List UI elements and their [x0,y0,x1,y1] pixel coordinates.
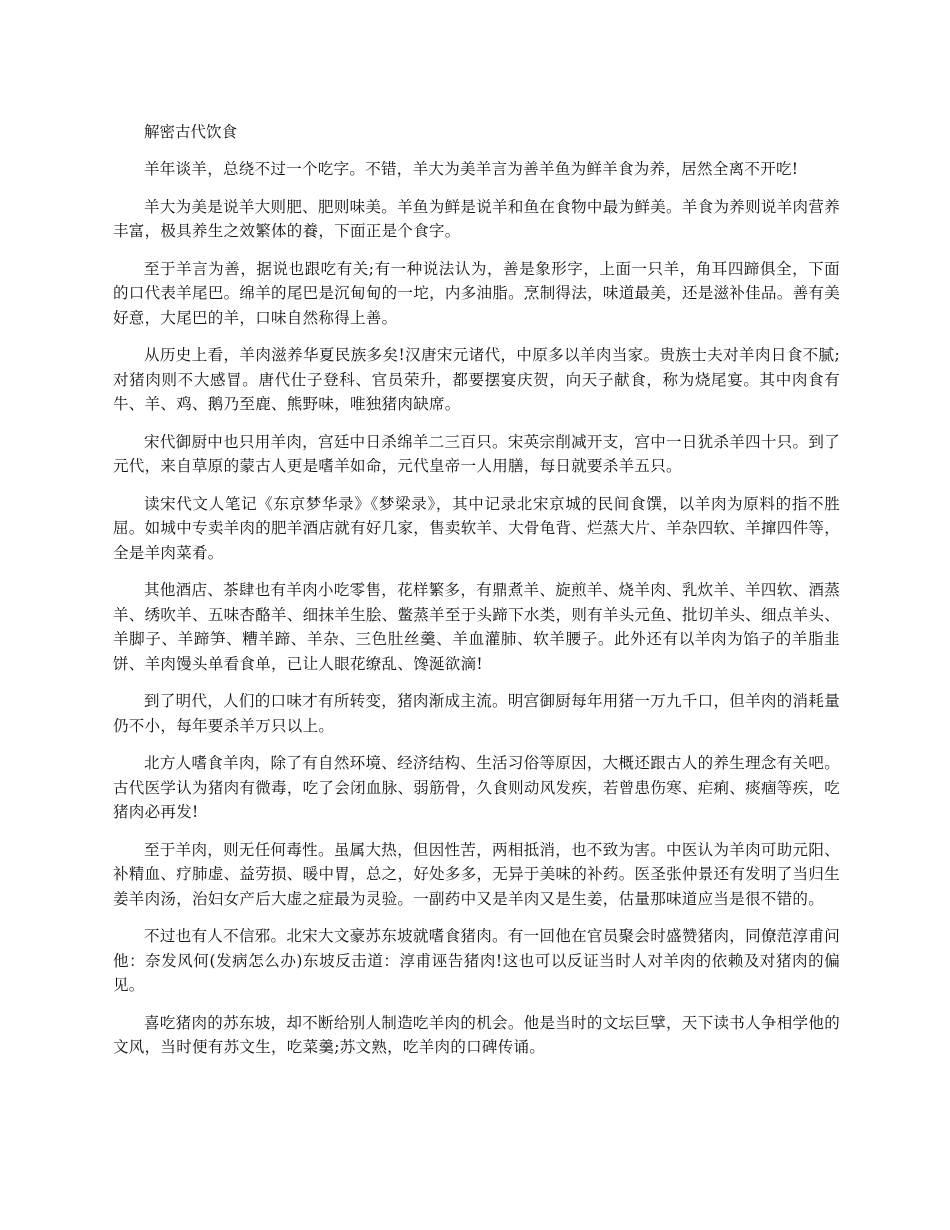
paragraph-7: 其他酒店、茶肆也有羊肉小吃零售，花样繁多，有鼎煮羊、旋煎羊、烧羊肉、乳炊羊、羊四软、酒蒸羊、绣吹羊、五味杏酪羊、细抹羊生脍、鳖蒸羊至于头蹄下水类，则有羊头元鱼、批切羊头、细点羊头、羊脚子、羊蹄笋、糟羊蹄、羊杂、三色肚丝羹、羊血灌肺、软羊腰子。此外还有以羊肉为馅子的羊脂韭饼、羊肉馒头单看食单，已让人眼花缭乱、馋涎欲滴! [113,581,840,673]
paragraph-6: 读宋代文人笔记《东京梦华录》《梦梁录》，其中记录北宋京城的民间食馔，以羊肉为原料的指不胜屈。如城中专卖羊肉的肥羊酒店就有好几家，售卖软羊、大骨龟背、烂蒸大片、羊杂四软、羊撺四件等，全是羊肉菜肴。 [113,494,840,562]
paragraph-9: 北方人嗜食羊肉，除了有自然环境、经济结构、生活习俗等原因，大概还跟古人的养生理念有关吧。古代医学认为猪肉有微毒，吃了会闭血脉、弱筋骨，久食则动风发疾，若曾患伤寒、疟痢、痰痼等疾，吃猪肉必再发! [113,754,840,821]
paragraph-2: 羊大为美是说羊大则肥、肥则味美。羊鱼为鲜是说羊和鱼在食物中最为鲜美。羊食为养则说羊肉营养丰富，极具养生之效繁体的養，下面正是个食字。 [113,197,840,240]
paragraph-5: 宋代御厨中也只用羊肉，宫廷中日杀绵羊二三百只。宋英宗削减开支，宫中一日犹杀羊四十只。到了元代，来自草原的蒙古人更是嗜羊如命，元代皇帝一人用膳，每日就要杀羊五只。 [113,432,840,475]
document-page [113,120,840,1073]
paragraph-11: 不过也有人不信邪。北宋大文豪苏东坡就嗜食猪肉。有一回他在官员聚会时盛赞猪肉，同僚范淳甫问他：奈发风何(发病怎么办)东坡反击道：淳甫诬告猪肉!这也可以反证当时人对羊肉的依赖及对猪肉的偏见。 [113,927,840,994]
paragraph-3: 至于羊言为善，据说也跟吃有关;有一种说法认为，善是象形字，上面一只羊，角耳四蹄俱全，下面的口代表羊尾巴。绵羊的尾巴是沉甸甸的一坨，内多油脂。烹制得法，味道最美，还是滋补佳品。善有美好意，大尾巴的羊，口味自然称得上善。 [113,259,840,327]
paragraph-10: 至于羊肉，则无任何毒性。虽属大热，但因性苦，两相抵消，也不致为害。中医认为羊肉可助元阳、补精血、疗肺虚、益劳损、暖中胃，总之，好处多多，无异于美味的补药。医圣张仲景还有发明了当归生姜羊肉汤，治妇女产后大虚之症最为灵验。一副药中又是羊肉又是生姜，估量那味道应当是很不错的。 [113,840,840,908]
paragraph-12: 喜吃猪肉的苏东坡，却不断给别人制造吃羊肉的机会。他是当时的文坛巨擘，天下读书人争相学他的文风，当时便有苏文生，吃菜羹;苏文熟，吃羊肉的口碑传诵。 [113,1013,840,1056]
paragraph-8: 到了明代，人们的口味才有所转变，猪肉渐成主流。明宫御厨每年用猪一万九千口，但羊肉的消耗量仍不小，每年要杀羊万只以上。 [113,692,840,735]
document-title: 解密古代饮食 [144,123,238,141]
paragraph-4: 从历史上看，羊肉滋养华夏民族多矣!汉唐宋元诸代，中原多以羊肉当家。贵族士夫对羊肉日食不腻;对猪肉则不大感冒。唐代仕子登科、官员荣升，都要摆宴庆贺，向天子献食，称为烧尾宴。其中肉食有牛、羊、鸡、鹅乃至鹿、熊野味，唯独猪肉缺席。 [113,346,840,413]
paragraph-1: 羊年谈羊，总绕不过一个吃字。不错，羊大为美羊言为善羊鱼为鲜羊食为养，居然全离不开吃! [144,160,799,178]
